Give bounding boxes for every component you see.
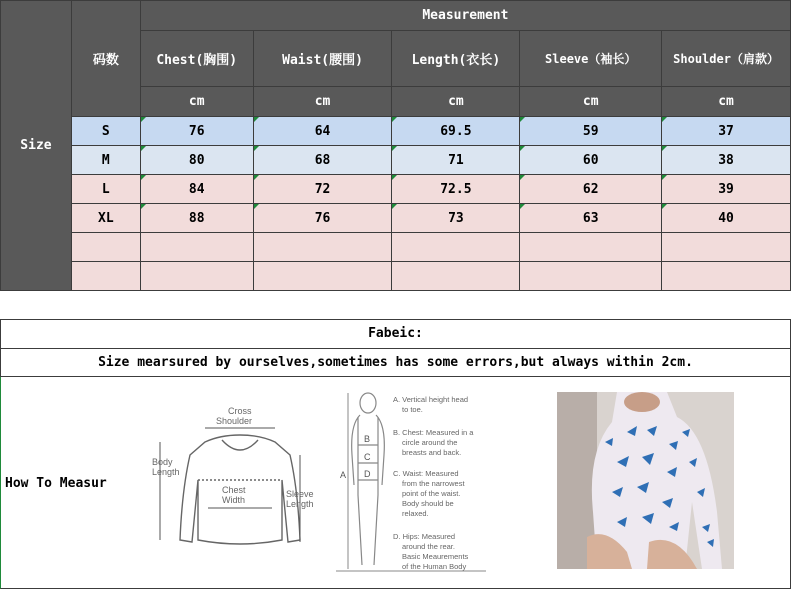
note-c: point of the waist. bbox=[402, 489, 461, 498]
value-cell: 64 bbox=[253, 117, 392, 146]
product-photo bbox=[557, 392, 734, 569]
value-cell: 68 bbox=[253, 146, 392, 175]
size-cell bbox=[71, 233, 140, 262]
note-d: D. Hips: Measured bbox=[393, 532, 456, 541]
value-cell: 37 bbox=[662, 117, 791, 146]
note-a: to toe. bbox=[402, 405, 423, 414]
size-cell: XL bbox=[71, 204, 140, 233]
unit-cell: cm bbox=[140, 87, 253, 117]
col-header-shoulder: Shoulder（肩款） bbox=[662, 31, 791, 87]
value-cell: 71 bbox=[392, 146, 520, 175]
letter-b: B bbox=[364, 434, 371, 444]
table-row bbox=[1, 204, 791, 233]
value-cell bbox=[520, 262, 662, 291]
note-c: from the narrowest bbox=[402, 479, 465, 488]
unit-cell: cm bbox=[520, 87, 662, 117]
table-row bbox=[1, 262, 791, 291]
value-cell: 72 bbox=[253, 175, 392, 204]
note-c: C. Waist: Measured bbox=[393, 469, 459, 478]
value-cell: 72.5 bbox=[392, 175, 520, 204]
col-header-chest: Chest(胸围) bbox=[140, 31, 253, 87]
note-b: B. Chest: Measured in a bbox=[393, 428, 474, 437]
unit-cell: cm bbox=[392, 87, 520, 117]
size-cell: L bbox=[71, 175, 140, 204]
value-cell bbox=[392, 262, 520, 291]
value-cell bbox=[253, 233, 392, 262]
letter-a: A bbox=[340, 470, 347, 480]
size-cell: S bbox=[71, 117, 140, 146]
table-row bbox=[1, 117, 791, 146]
unit-cell: cm bbox=[662, 87, 791, 117]
table-row bbox=[1, 233, 791, 262]
size-cell: M bbox=[71, 146, 140, 175]
cross-shoulder-text: Cross bbox=[228, 406, 252, 416]
note-b: breasts and back. bbox=[402, 448, 462, 457]
cross-shoulder-text: Shoulder bbox=[216, 416, 253, 426]
value-cell bbox=[662, 262, 791, 291]
garment-measure-diagram bbox=[150, 400, 330, 570]
body-measure-diagram bbox=[336, 385, 496, 580]
note-d: around the rear. bbox=[402, 542, 455, 551]
value-cell: 59 bbox=[520, 117, 662, 146]
how-to-measure-label: How To Measur bbox=[5, 476, 107, 491]
note-d: Basic Meaurements bbox=[402, 552, 469, 561]
table-row bbox=[1, 146, 791, 175]
note-c: relaxed. bbox=[402, 509, 429, 518]
fabric-row bbox=[0, 319, 791, 349]
note-a: A. Vertical height head bbox=[393, 395, 469, 404]
value-cell bbox=[520, 233, 662, 262]
value-cell bbox=[662, 233, 791, 262]
sleeve-length-text: Length bbox=[286, 499, 314, 509]
note-d: of the Human Body bbox=[402, 562, 467, 571]
chest-width-text: Width bbox=[222, 495, 246, 505]
body-length-text: Body bbox=[152, 457, 173, 467]
value-cell: 76 bbox=[253, 204, 392, 233]
value-cell: 60 bbox=[520, 146, 662, 175]
value-cell: 38 bbox=[662, 146, 791, 175]
fabric-label: Fabeic: bbox=[368, 326, 423, 341]
value-cell: 63 bbox=[520, 204, 662, 233]
value-cell: 39 bbox=[662, 175, 791, 204]
sleeve-length-text: Sleeve bbox=[286, 489, 314, 499]
measurement-note-row bbox=[0, 348, 791, 377]
col-header-length: Length(衣长) bbox=[392, 31, 520, 87]
measurement-note: Size mearsured by ourselves,sometimes has some errors,but always within 2cm. bbox=[98, 355, 693, 370]
table-row bbox=[1, 175, 791, 204]
value-cell bbox=[392, 233, 520, 262]
value-cell: 76 bbox=[140, 117, 253, 146]
note-c: Body should be bbox=[402, 499, 454, 508]
value-cell: 73 bbox=[392, 204, 520, 233]
value-cell bbox=[140, 262, 253, 291]
letter-c: C bbox=[364, 452, 371, 462]
value-cell: 88 bbox=[140, 204, 253, 233]
value-cell: 80 bbox=[140, 146, 253, 175]
col-header-waist: Waist(腰围) bbox=[253, 31, 392, 87]
size-code-label: 码数 bbox=[71, 1, 140, 117]
unit-cell: cm bbox=[253, 87, 392, 117]
note-b: circle around the bbox=[402, 438, 458, 447]
value-cell bbox=[140, 233, 253, 262]
chest-width-text: Chest bbox=[222, 485, 246, 495]
value-cell bbox=[253, 262, 392, 291]
value-cell: 62 bbox=[520, 175, 662, 204]
value-cell: 69.5 bbox=[392, 117, 520, 146]
body-length-text: Length bbox=[152, 467, 180, 477]
size-chart-table bbox=[0, 0, 791, 291]
size-cell bbox=[71, 262, 140, 291]
value-cell: 84 bbox=[140, 175, 253, 204]
letter-d: D bbox=[364, 469, 371, 479]
size-label: Size bbox=[1, 1, 72, 291]
col-header-sleeve: Sleeve（袖长） bbox=[520, 31, 662, 87]
value-cell: 40 bbox=[662, 204, 791, 233]
measurement-label: Measurement bbox=[140, 1, 790, 31]
